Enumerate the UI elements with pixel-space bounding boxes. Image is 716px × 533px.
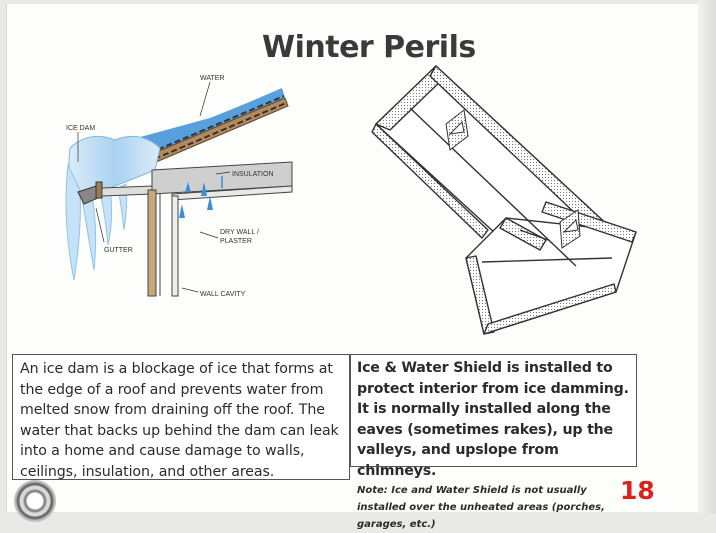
- label-drywall-2: PLASTER: [220, 238, 252, 245]
- wall-stud-2: [172, 196, 178, 296]
- roof-plan-diagram: [370, 62, 650, 352]
- ice-dam-diagram: [60, 70, 300, 300]
- page-title: Winter Perils: [262, 30, 476, 65]
- label-gutter: GUTTER: [104, 247, 133, 254]
- label-water: WATER: [200, 75, 225, 82]
- label-wall-cavity: WALL CAVITY: [200, 291, 246, 298]
- label-insulation: INSULATION: [232, 171, 274, 178]
- binder-grommet: [14, 480, 56, 522]
- ice-dam-description-box: [12, 354, 350, 480]
- label-ice-dam: ICE DAM: [66, 125, 96, 132]
- wall-stud-1: [148, 190, 156, 296]
- fascia: [96, 182, 102, 198]
- ice-water-shield-description: Ice & Water Shield is installed to protect interior from ice damming. It is normally installed along the eaves (sometimes rakes), up the valleys, and upslope from chimneys.: [357, 360, 629, 479]
- ice-water-shield-note: Note: Ice and Water Shield is not usually installed over the unheated areas (porches, garages, etc.): [357, 485, 605, 530]
- soffit: [102, 186, 152, 196]
- page-number: 18: [620, 476, 655, 505]
- ice-dam-description: An ice dam is a blockage of ice that forms at the edge of a roof and prevents water from melted snow from draining off the roof. The water that backs up behind the dam can leak into a home and cause damage to walls, ceilings, insulation, and other areas.: [20, 361, 339, 480]
- page-edge-shadow: [698, 0, 716, 514]
- ice-water-shield-box: [350, 354, 637, 530]
- label-drywall-1: DRY WALL /: [220, 229, 259, 236]
